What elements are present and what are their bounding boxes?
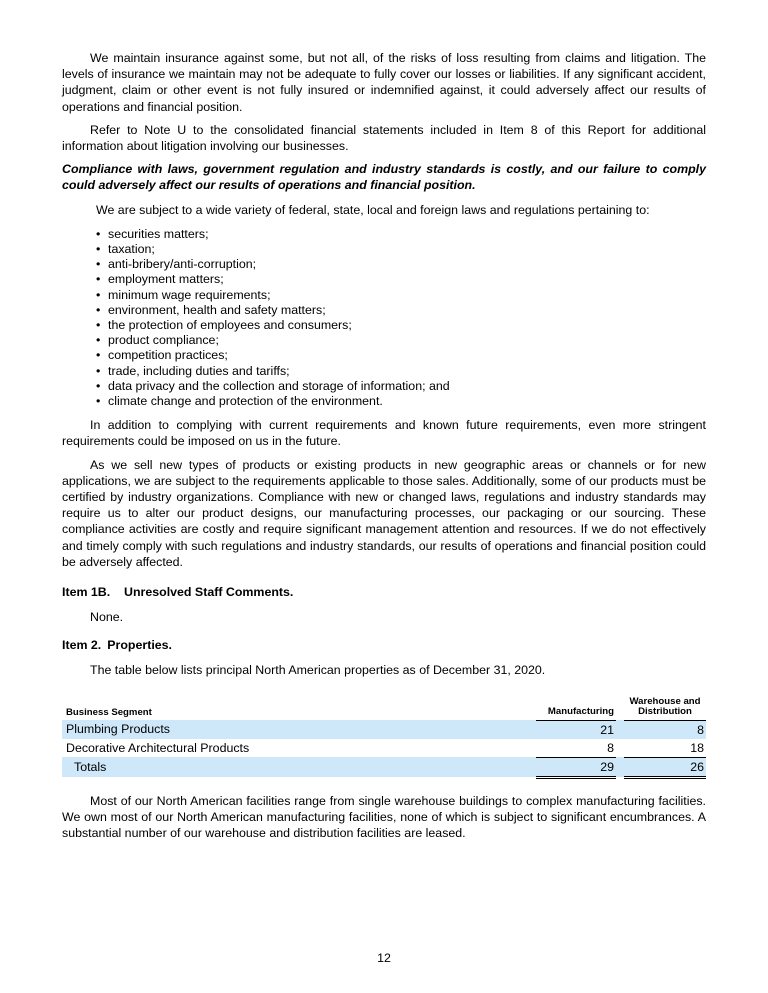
list-item: • taxation; <box>96 242 155 257</box>
bullet-icon: • <box>96 348 101 363</box>
bullet-icon: • <box>96 242 101 257</box>
table-total-row <box>62 757 706 777</box>
list-item: • the protection of employees and consumers; <box>96 318 352 333</box>
list-item: • environment, health and safety matters; <box>96 302 326 317</box>
bullet-icon: • <box>96 318 101 333</box>
future-requirements-paragraph: In addition to complying with current requirements and known future requirements, even more stringent requirements could be imposed on us in the future. <box>62 418 706 449</box>
document-page <box>62 50 706 848</box>
list-item: • securities matters; <box>96 226 209 241</box>
column-header-manufacturing: Manufacturing <box>536 697 616 721</box>
list-item: • data privacy and the collection and storage of information; and <box>96 378 450 393</box>
facilities-paragraph: Most of our North American facilities range from single warehouse buildings to complex manufacturing facilities. We own most of our North American manufacturing facilities, none of which is subject to significant encumbrances. A substantial number of our warehouse and distribution facilities are leased. <box>62 793 706 840</box>
warehouse-cell: 18 <box>624 739 706 758</box>
item-1b-heading: Item 1B. Unresolved Staff Comments. <box>62 585 294 600</box>
list-item: • employment matters; <box>96 272 224 287</box>
bullet-icon: • <box>96 302 101 317</box>
bullet-icon: • <box>96 272 101 287</box>
item-1b-body: None. <box>90 610 124 625</box>
bullet-icon: • <box>96 378 101 393</box>
bullet-icon: • <box>96 363 101 378</box>
new-products-paragraph: As we sell new types of products or existing products in new geographic areas or channels or for new applications, we are subject to the requirements applicable to those sales. Additionally, some of our products must be certified by industry organizations. Compliance with new or changed laws, regulations and industry standards may require us to alter our product designs, our manufacturing processes, our packaging or our sourcing. These compliance activities are costly and require significant management attention and resources. If we do not effectively and timely comply with such regulations and industry standards, our results of operations and financial position could be adversely affected. <box>62 457 706 569</box>
manufacturing-cell: 8 <box>536 739 616 758</box>
table-row <box>62 739 706 758</box>
page-number: 12 <box>377 951 391 965</box>
bullet-icon: • <box>96 226 101 241</box>
regulation-list <box>62 227 706 409</box>
bullet-icon: • <box>96 394 101 409</box>
segment-cell: Decorative Architectural Products <box>66 740 250 755</box>
column-header-segment: Business Segment <box>66 706 152 718</box>
risk-factor-heading: Compliance with laws, government regulation and industry standards is costly, and our failure to comply could adversely affect our results of operations and financial position. <box>62 162 706 193</box>
subject-to-paragraph: We are subject to a wide variety of federal, state, local and foreign laws and regulations pertaining to: <box>96 202 650 217</box>
warehouse-total: 26 <box>624 757 706 777</box>
refer-note-paragraph: Refer to Note U to the consolidated financial statements included in Item 8 of this Report for additional information about litigation involving our businesses. <box>62 122 706 154</box>
column-header-warehouse: Warehouse and Distribution <box>624 697 706 721</box>
list-item: • trade, including duties and tariffs; <box>96 363 290 378</box>
list-item: • climate change and protection of the environment. <box>96 394 383 409</box>
insurance-paragraph: We maintain insurance against some, but not all, of the risks of loss resulting from claims and litigation. The levels of insurance we maintain may not be adequate to fully cover our losses or liabilities. If any significant accident, judgment, claim or other event is not fully insured or indemnified against, it could adversely affect our results of operations and financial position. <box>62 51 706 114</box>
list-item: • competition practices; <box>96 348 228 363</box>
totals-label: Totals <box>62 757 536 777</box>
bullet-icon: • <box>96 287 101 302</box>
manufacturing-cell: 21 <box>536 720 616 739</box>
bullet-icon: • <box>96 257 101 272</box>
list-item: • product compliance; <box>96 333 219 348</box>
properties-table <box>62 697 706 779</box>
properties-intro: The table below lists principal North American properties as of December 31, 2020. <box>90 663 546 678</box>
table-row <box>62 720 706 739</box>
item-2-heading: Item 2. Properties. <box>62 638 172 653</box>
warehouse-cell: 8 <box>624 720 706 739</box>
segment-cell: Plumbing Products <box>62 720 536 739</box>
list-item: • anti-bribery/anti-corruption; <box>96 257 257 272</box>
bullet-icon: • <box>96 333 101 348</box>
manufacturing-total: 29 <box>536 757 616 777</box>
list-item: • minimum wage requirements; <box>96 287 271 302</box>
table-header-row <box>62 697 706 721</box>
